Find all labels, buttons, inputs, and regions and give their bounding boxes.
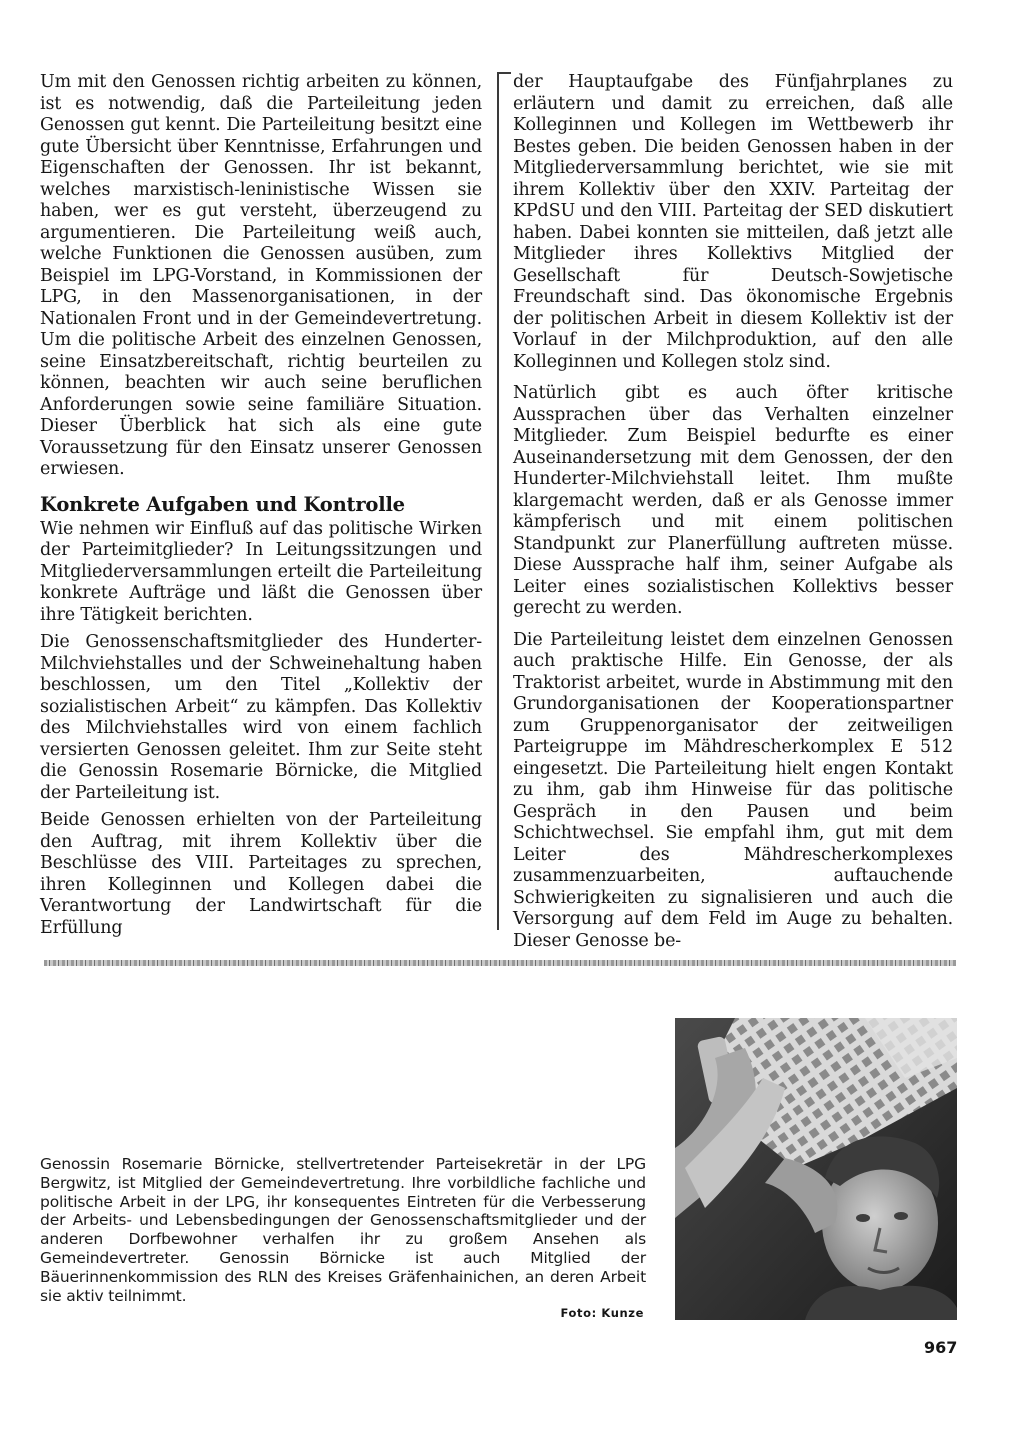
body-paragraph: Wie nehmen wir Einfluß auf das politische Wirken der Parteimitglieder? In Leitungssitzungen und Mitgliederversammlungen erteilt die Parteileitung konkrete Aufträge und läßt die Genossen über ihre Tätigkeit berichten.: [40, 518, 482, 625]
section-heading: Konkrete Aufgaben und Kontrolle: [40, 492, 405, 516]
left-text-column: [40, 72, 482, 945]
body-paragraph: Die Genossenschaftsmitglieder des Hunderter-Milchviehstalles und der Schweinehaltung haben beschlossen, um den Titel „Kollektiv der sozialistischen Arbeit“ zu kämpfen. Das Kollektiv des Milchviehstalles wird von einem fachlich versierten Genossen geleitet. Ihm zur Seite steht die Genossin Rosemarie Börnicke, die Mitglied der Parteileitung ist.: [40, 632, 482, 803]
body-paragraph: Die Parteileitung leistet dem einzelnen Genossen auch praktische Hilfe. Ein Genosse, der als Traktorist arbeitet, wurde in Abstimmung mit den Grundorganisationen der Kooperationspartner zum Gruppenorganisator der zeitweiligen Parteigruppe im Mähdrescherkomplex E 512 eingesetzt. Die Parteileitung hielt engen Kontakt zu ihm, gab ihm Hinweise für das politische Gespräch in den Pausen und beim Schichtwechsel. Sie empfahl ihm, gut mit dem Leiter des Mähdrescherkomplexes zusammenzuarbeiten, auftauchende Schwierigkeiten zu signalisieren und auch die Versorgung auf dem Feld im Auge zu behalten. Dieser Genosse be-: [513, 629, 953, 951]
portrait-photo: [675, 1018, 957, 1320]
body-paragraph: der Hauptaufgabe des Fünfjahrplanes zu erläutern und damit zu erreichen, daß alle Kolleginnen und Kollegen im Wettbewerb ihr Bestes geben. Die beiden Genossen haben in der Mitgliederversammlung berichtet, wie sie mit ihrem Kollektiv über den XXIV. Parteitag der KPdSU und den VIII. Parteitag der SED diskutiert haben. Dabei konnten sie mitteilen, daß jetzt alle Mitglieder ihres Kollektivs Mitglied der Gesellschaft für Deutsch-Sowjetische Freundschaft sind. Das ökonomische Ergebnis der politischen Arbeit in diesem Kollektiv ist der Vorlauf in der Milchproduktion, auf den alle Kolleginnen und Kollegen stolz sind.: [513, 72, 953, 372]
right-text-column: [513, 72, 953, 962]
photo-credit: Foto: Kunze: [560, 1306, 644, 1320]
body-paragraph: Beide Genossen erhielten von der Parteileitung den Auftrag, mit ihrem Kollektiv über die Beschlüsse des VIII. Parteitages zu sprechen, ihren Kolleginnen und Kollegen dabei die Verantwortung der Landwirtschaft für die Erfüllung: [40, 810, 482, 938]
section-divider: [44, 960, 956, 966]
photo-caption: Genossin Rosemarie Börnicke, stellvertretender Parteisekretär in der LPG Bergwitz, ist Mitglied der Gemeindevertretung. Ihre vorbildliche fachliche und politische Arbeit in der LPG, ihr konsequentes Eintreten für die Verbesserung der Arbeits- und Lebensbedingungen der Genossenschaftsmitglieder und der anderen Dorfbewohner verhalfen ihr zu großem Ansehen als Gemeindevertreter. Genossin Börnicke ist auch Mitglied der Bäuerinnenkommission des RLN des Kreises Gräfenhainichen, an deren Arbeit sie aktiv teilnimmt.: [40, 1155, 646, 1305]
column-rule-cap: [497, 72, 511, 74]
body-paragraph: Natürlich gibt es auch öfter kritische Aussprachen über das Verhalten einzelner Mitglieder. Zum Beispiel bedurfte es einer Auseinandersetzung mit dem Genossen, der den Hunderter-Milchviehstall leitet. Ihm mußte klargemacht werden, daß er als Genosse immer kämpferisch und mit einem politischen Standpunkt zur Planerfüllung auftreten müsse. Diese Aussprache half ihm, seiner Aufgabe als Leiter eines sozialistischen Kollektivs besser gerecht zu werden.: [513, 383, 953, 618]
body-paragraph: Um mit den Genossen richtig arbeiten zu können, ist es notwendig, daß die Parteileitung jeden Genossen gut kennt. Die Parteileitung besitzt eine gute Übersicht über Kenntnisse, Erfahrungen und Eigenschaften der Genossen. Ihr ist bekannt, welches marxistisch-leninistische Wissen sie haben, wer es gut versteht, überzeugend zu argumentieren. Die Parteileitung weiß auch, welche Funktionen die Genossen ausüben, zum Beispiel im LPG-Vorstand, in Kommissionen der LPG, in den Massenorganisationen, in der Nationalen Front und in der Gemeindevertretung. Um die politische Arbeit des einzelnen Genossen, seine Einsatzbereitschaft, richtig beurteilen zu können, beachten wir auch seine beruflichen Anforderungen sowie seine familiäre Situation. Dieser Überblick hat sich als eine gute Voraussetzung für den Einsatz unserer Genossen erwiesen.: [40, 72, 482, 479]
page-number: 967: [924, 1338, 958, 1357]
column-rule: [497, 72, 499, 930]
